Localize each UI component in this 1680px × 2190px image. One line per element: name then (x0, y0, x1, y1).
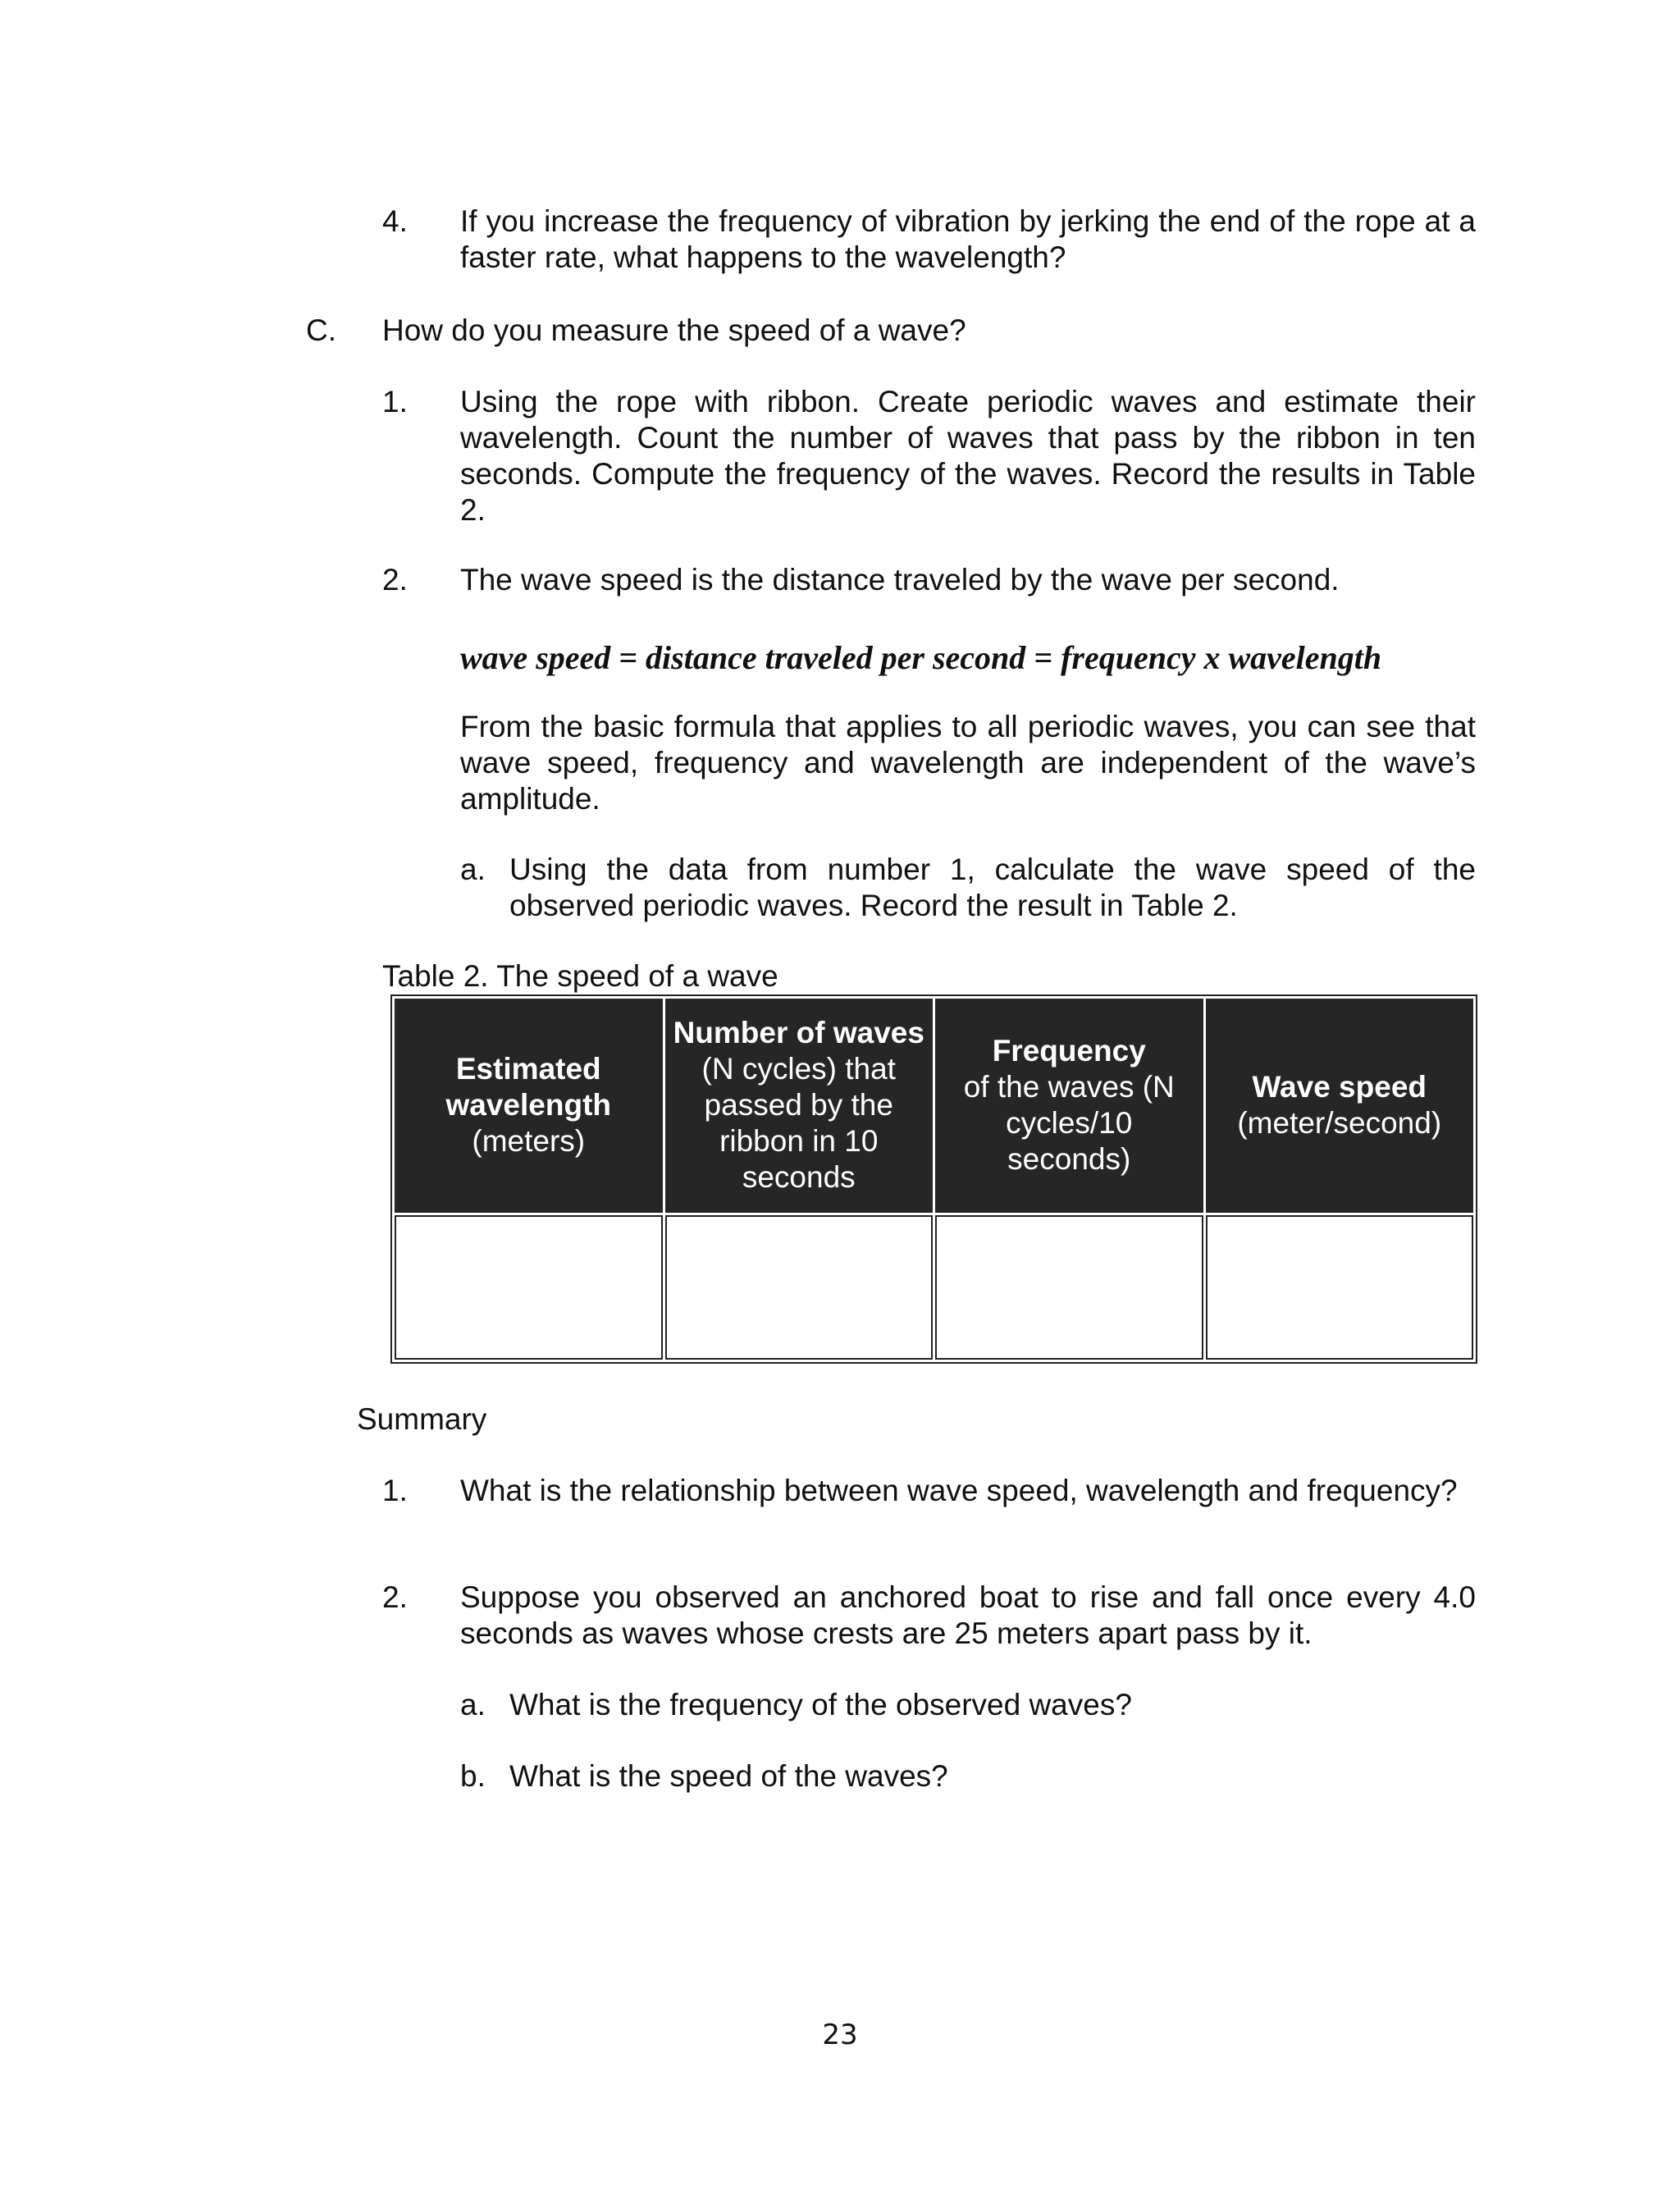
sub-letter: a. (460, 853, 486, 886)
header-bold: Wave speed (1252, 1070, 1427, 1104)
step-text: Using the rope with ribbon. Create periodic waves and estimate their wavelength. Count the number of waves that pass by the ribbon in ten seconds. Compute the frequency of the waves. Record the results in Table 2. (460, 385, 1476, 527)
summary-question-1 (382, 1473, 1476, 1509)
header-detail: of the waves (N cycles/10 seconds) (963, 1070, 1175, 1177)
header-frequency (935, 999, 1203, 1213)
empty-cell-number-of-waves[interactable] (665, 1215, 934, 1360)
table-header-row (395, 999, 1473, 1213)
question-text: Suppose you observed an anchored boat to rise and fall once every 4.0 seconds as waves whose crests are 25 meters apart pass by it. (460, 1580, 1476, 1650)
table-row (395, 1215, 1473, 1360)
sub-text: What is the frequency of the observed waves? (509, 1688, 1132, 1721)
empty-cell-wave-speed[interactable] (1206, 1215, 1474, 1360)
header-number-of-waves (665, 999, 934, 1213)
header-bold: Number of waves (673, 1016, 924, 1050)
question-number: 4. (382, 204, 408, 238)
question-4 (382, 203, 1476, 276)
empty-cell-wavelength[interactable] (395, 1215, 663, 1360)
sub-text: What is the speed of the waves? (509, 1759, 948, 1793)
section-letter: C. (306, 313, 336, 347)
sub-letter: b. (460, 1759, 486, 1793)
sub-text: Using the data from number 1, calculate the wave speed of the observed periodic waves. Record the result in Table 2. (509, 853, 1476, 922)
step-text: The wave speed is the distance traveled by the wave per second. (460, 563, 1340, 597)
empty-cell-frequency[interactable] (935, 1215, 1203, 1360)
summary-question-2a (460, 1687, 1476, 1723)
question-number: 2. (382, 1580, 408, 1614)
summary-question-2 (382, 1580, 1476, 1652)
header-detail: (meter/second) (1237, 1106, 1442, 1141)
summary-question-2b (460, 1758, 1476, 1795)
step-number: 2. (382, 563, 408, 597)
question-number: 1. (382, 1474, 408, 1507)
table-caption: Table 2. The speed of a wave (382, 959, 778, 993)
step-2a (460, 852, 1476, 924)
header-detail: (meters) (472, 1124, 586, 1159)
step-2 (382, 562, 1476, 598)
section-title: How do you measure the speed of a wave? (382, 313, 966, 347)
question-text: If you increase the frequency of vibration by jerking the end of the rope at a faster rate, what happens to the wavelength? (460, 204, 1476, 274)
formula-note (460, 709, 1476, 817)
step-1 (382, 384, 1476, 528)
summary-heading: Summary (357, 1402, 487, 1436)
formula-note-text: From the basic formula that applies to all periodic waves, you can see that wave speed, frequency and wavelength are independent of the wave’s amplitude. (460, 710, 1476, 816)
header-bold: Frequency (992, 1034, 1146, 1068)
header-estimated-wavelength (395, 999, 663, 1213)
step-number: 1. (382, 385, 408, 418)
wave-speed-formula: wave speed = distance traveled per second = frequency x wavelength (460, 639, 1382, 676)
wave-speed-table (390, 994, 1477, 1364)
header-wave-speed (1206, 999, 1474, 1213)
question-text: What is the relationship between wave speed, wavelength and frequency? (460, 1474, 1458, 1507)
header-detail: (N cycles) that passed by the ribbon in 10 seconds (701, 1052, 896, 1195)
section-c-heading (306, 313, 1476, 349)
sub-letter: a. (460, 1688, 486, 1721)
page-number: 23 (822, 2019, 858, 2051)
header-bold: Estimated wavelength (445, 1052, 611, 1122)
